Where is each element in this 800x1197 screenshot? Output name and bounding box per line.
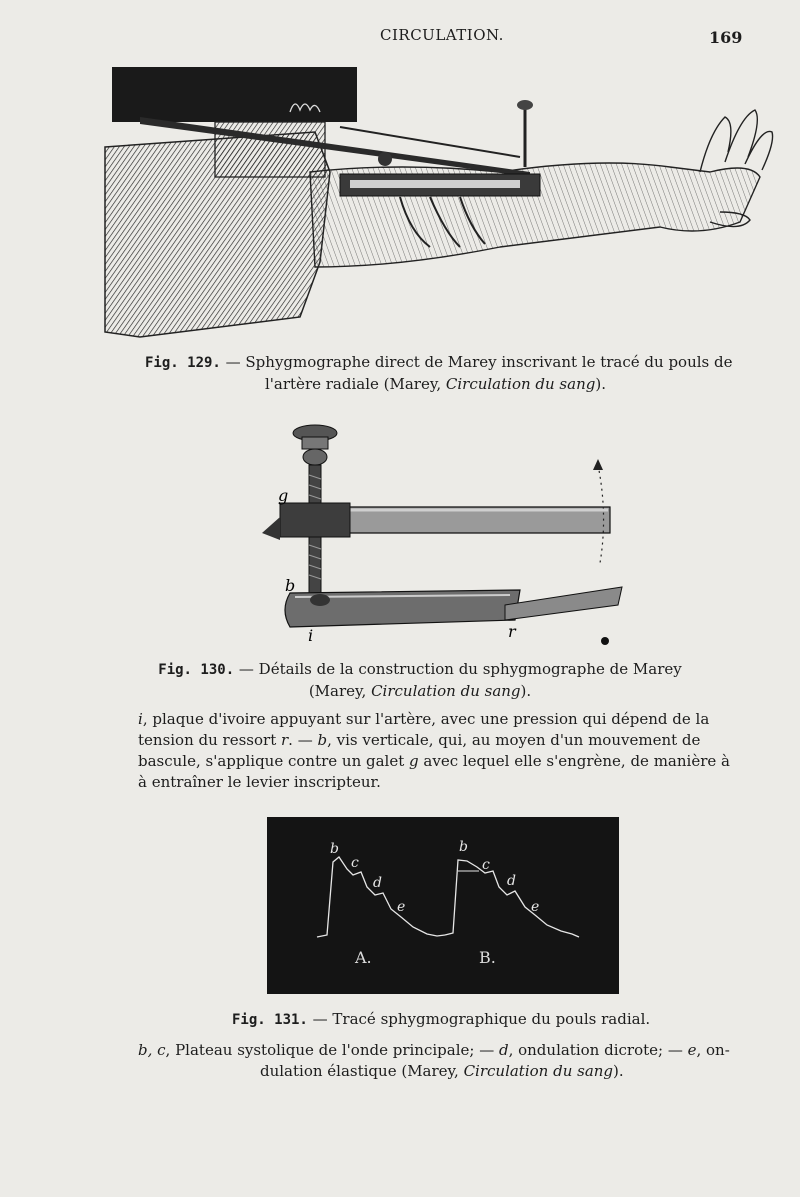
legend-line2-italic: Circulation du sang — [463, 1062, 614, 1080]
figure-130-caption-line2b: ). — [520, 682, 532, 700]
figure-129-caption-italic: Circulation du sang — [445, 375, 596, 393]
trace-label-e-a: e — [397, 899, 406, 915]
figure-131-label: Fig. 131. — [232, 1012, 308, 1028]
trace-label-d-a: d — [373, 875, 382, 891]
trace-label-b-a: b — [330, 841, 339, 857]
legend-terms-bc: b, c — [138, 1041, 166, 1059]
figure-129-caption — [145, 352, 745, 395]
trace-label-c-b: c — [482, 857, 490, 873]
para-line1: , plaque d'ivoire appuyant sur l'artère, avec une pression qui dépend de la — [142, 710, 710, 728]
figure-131-legend — [138, 1040, 748, 1082]
para-term-i: i — [138, 710, 143, 728]
figure-130-label: Fig. 130. — [158, 662, 235, 678]
legend-line1-f: , on- — [696, 1041, 730, 1059]
para-term-b: b — [317, 731, 328, 749]
legend-term-d: d — [498, 1041, 509, 1059]
figure-130-label-g: g — [278, 486, 289, 505]
page-number: 169 — [709, 28, 743, 47]
para-term-r: r — [281, 731, 289, 749]
legend-line1-b: , Plateau systolique de l'onde principale; — — [165, 1041, 499, 1059]
trace-label-c-a: c — [351, 855, 359, 871]
figure-129-caption-line2b: ). — [595, 375, 606, 393]
para-line3a: bascule, s'applique contre un galet — [138, 752, 410, 770]
para-line4: à entraîner le levier inscripteur. — [138, 773, 381, 791]
para-term-g: g — [409, 752, 419, 770]
figure-130-caption-line1: — Détails de la construction du sphygmographe de Marey — [238, 660, 682, 678]
para-line2a: tension du ressort — [138, 731, 281, 749]
para-line3b: avec lequel elle s'engrène, de manière à — [418, 752, 730, 770]
legend-line2-a: dulation élastique (Marey, — [260, 1062, 464, 1080]
figure-131-trace-plate — [267, 817, 619, 994]
figure-130-label-r: r — [508, 622, 516, 641]
legend-line1-c: , ondulation dicrote; — — [508, 1041, 688, 1059]
para-line2c: , vis verticale, qui, au moyen d'un mouvement de — [327, 731, 701, 749]
panel-label-b: B. — [479, 948, 496, 967]
figure-130-caption-italic: Circulation du sang — [371, 682, 521, 700]
trace-label-d-b: d — [507, 873, 516, 889]
trace-label-e-b: e — [531, 899, 540, 915]
panel-label-a: A. — [355, 948, 372, 967]
figure-131-caption — [232, 1009, 692, 1031]
para-line2b: . — — [288, 731, 318, 749]
trace-label-b-b: b — [459, 839, 468, 855]
figure-131-caption-text: — Tracé sphygmographique du pouls radial. — [312, 1010, 651, 1028]
figure-129-caption-line1: — Sphygmographe direct de Marey inscrivant le tracé du pouls de — [225, 353, 733, 371]
legend-paragraph-130 — [138, 709, 742, 793]
figure-130-label-i: i — [308, 626, 314, 645]
figure-129-label: Fig. 129. — [145, 355, 221, 371]
figure-129-caption-line2a: l'artère radiale (Marey, — [265, 375, 446, 393]
running-header-title: CIRCULATION. — [380, 26, 504, 44]
figure-130-caption-line2a: (Marey, — [308, 682, 372, 700]
figure-129-engraving — [100, 62, 790, 342]
figure-130-engraving — [250, 415, 630, 650]
legend-term-e: e — [687, 1041, 697, 1059]
figure-130-caption — [150, 659, 690, 702]
legend-line2-b: ). — [613, 1062, 624, 1080]
figure-130-label-b: b — [285, 576, 296, 595]
